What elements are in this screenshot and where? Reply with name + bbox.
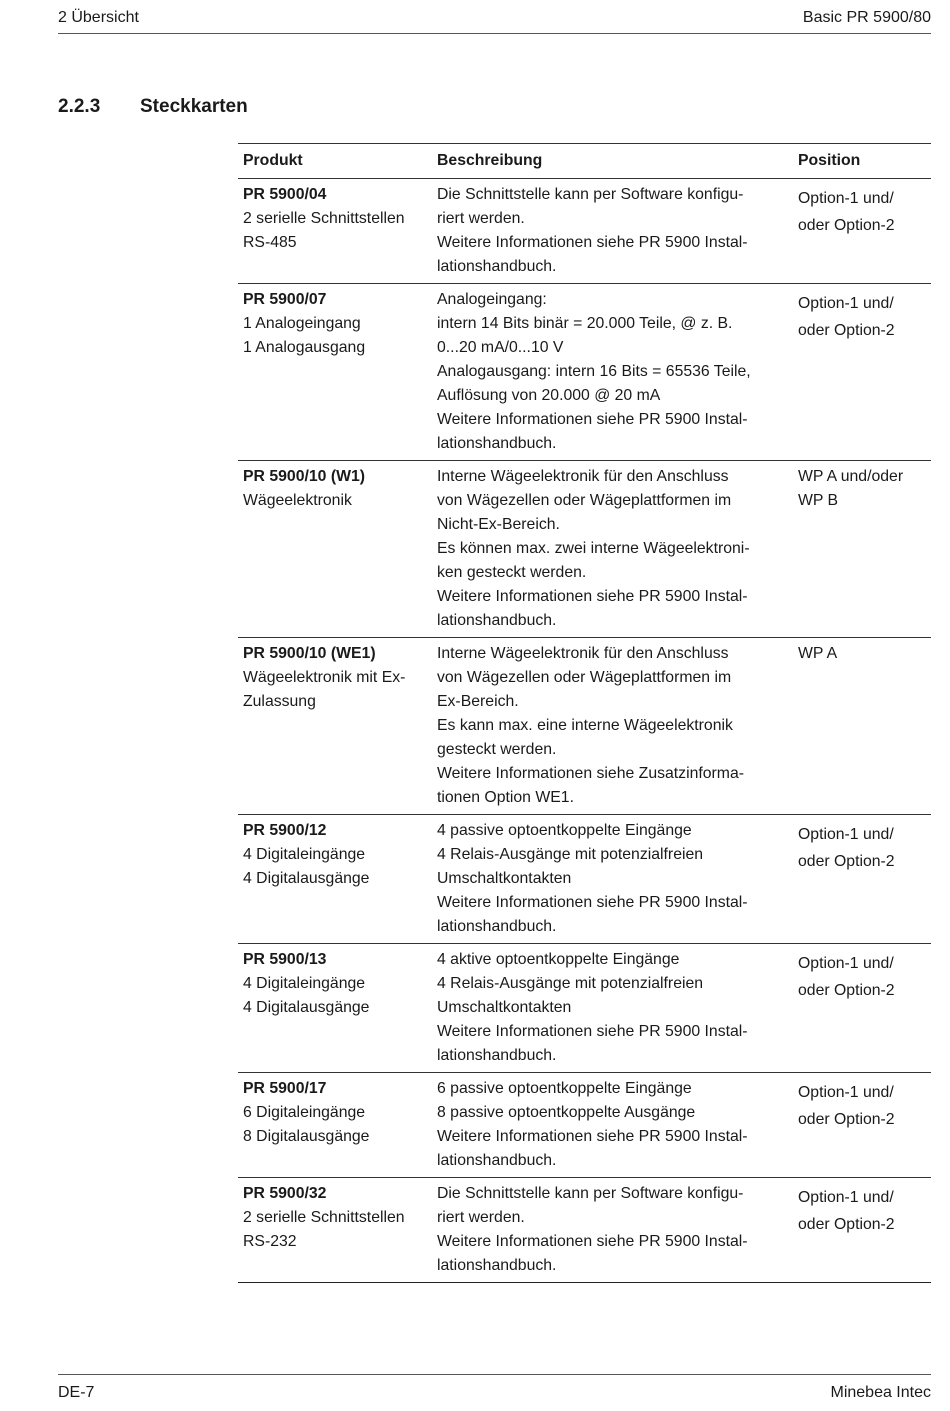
description-line: Weitere Informationen siehe PR 5900 Instal- — [437, 588, 748, 605]
product-detail: 4 Digitalausgänge — [243, 999, 370, 1016]
position-line: WP B — [798, 492, 839, 509]
position-line: Option-1 und/ — [798, 295, 894, 312]
description-line: Umschaltkontakten — [437, 870, 572, 887]
description-line: Umschaltkontakten — [437, 999, 572, 1016]
description-line: Weitere Informationen siehe PR 5900 Instal- — [437, 1128, 748, 1145]
plug-in-cards-table — [238, 143, 931, 1283]
description-line: ken gesteckt werden. — [437, 564, 587, 581]
product-name: PR 5900/13 — [243, 951, 327, 968]
table-row — [238, 179, 931, 284]
description-line: von Wägezellen oder Wägeplattformen im — [437, 492, 732, 509]
description-line: 6 passive optoentkoppelte Eingänge — [437, 1080, 692, 1097]
position-line: Option-1 und/ — [798, 955, 894, 972]
description-line: tionen Option WE1. — [437, 789, 574, 806]
description-line: Weitere Informationen siehe PR 5900 Instal- — [437, 1233, 748, 1250]
section-heading — [58, 95, 248, 119]
product-cell — [238, 638, 432, 815]
description-cell — [432, 1073, 793, 1178]
company-name: Minebea Intec — [830, 1384, 931, 1401]
description-line: lationshandbuch. — [437, 612, 557, 629]
position-line: Option-1 und/ — [798, 826, 894, 843]
description-line: Interne Wägeelektronik für den Anschluss — [437, 645, 729, 662]
position-line: Option-1 und/ — [798, 1084, 894, 1101]
description-line: 4 Relais-Ausgänge mit potenzialfreien — [437, 846, 704, 863]
description-line: Weitere Informationen siehe PR 5900 Instal- — [437, 411, 748, 428]
product-cell — [238, 1073, 432, 1178]
description-cell — [432, 179, 793, 284]
description-line: riert werden. — [437, 1209, 525, 1226]
product-detail: 1 Analogausgang — [243, 339, 366, 356]
description-line: gesteckt werden. — [437, 741, 557, 758]
description-line: lationshandbuch. — [437, 1152, 557, 1169]
description-line: Weitere Informationen siehe PR 5900 Instal- — [437, 894, 748, 911]
product-detail: 1 Analogeingang — [243, 315, 361, 332]
position-line: oder Option-2 — [798, 1216, 895, 1233]
product-name: PR 5900/17 — [243, 1080, 327, 1097]
product-name: PR 5900/07 — [243, 291, 327, 308]
section-number: 2.2.3 — [58, 96, 101, 117]
description-line: Es können max. zwei interne Wägeelektroni- — [437, 540, 750, 557]
position-cell — [793, 815, 931, 944]
running-footer — [58, 1374, 931, 1403]
description-line: Die Schnittstelle kann per Software konfigu- — [437, 1185, 744, 1202]
position-cell — [793, 1073, 931, 1178]
table-row — [238, 815, 931, 944]
product-detail: Wägeelektronik mit Ex- — [243, 669, 406, 686]
description-line: Auflösung von 20.000 @ 20 mA — [437, 387, 661, 404]
column-header-description: Beschreibung — [432, 144, 793, 179]
description-line: Interne Wägeelektronik für den Anschluss — [437, 468, 729, 485]
description-line: Weitere Informationen siehe Zusatzinforma- — [437, 765, 745, 782]
position-line: oder Option-2 — [798, 853, 895, 870]
table-body — [238, 179, 931, 1283]
section-title: Steckkarten — [140, 96, 248, 117]
position-cell — [793, 1178, 931, 1283]
position-line: oder Option-2 — [798, 217, 895, 234]
position-cell — [793, 461, 931, 638]
product-detail: 2 serielle Schnittstellen — [243, 210, 405, 227]
page-number: DE-7 — [58, 1384, 95, 1401]
product-detail: Zulassung — [243, 693, 316, 710]
description-line: lationshandbuch. — [437, 918, 557, 935]
column-header-position: Position — [793, 144, 931, 179]
chapter-title: 2 Übersicht — [58, 9, 139, 26]
product-detail: 4 Digitaleingänge — [243, 975, 366, 992]
description-cell — [432, 944, 793, 1073]
product-detail: Wägeelektronik — [243, 492, 352, 509]
position-line: Option-1 und/ — [798, 190, 894, 207]
description-line: 0...20 mA/0...10 V — [437, 339, 564, 356]
description-line: 4 Relais-Ausgänge mit potenzialfreien — [437, 975, 704, 992]
description-cell — [432, 461, 793, 638]
description-line: lationshandbuch. — [437, 435, 557, 452]
product-detail: 4 Digitaleingänge — [243, 846, 366, 863]
description-line: Weitere Informationen siehe PR 5900 Instal- — [437, 234, 748, 251]
position-line: oder Option-2 — [798, 1111, 895, 1128]
description-line: von Wägezellen oder Wägeplattformen im — [437, 669, 732, 686]
description-line: 4 aktive optoentkoppelte Eingänge — [437, 951, 680, 968]
description-cell — [432, 638, 793, 815]
product-detail: 2 serielle Schnittstellen — [243, 1209, 405, 1226]
description-line: lationshandbuch. — [437, 1047, 557, 1064]
description-line: Analogeingang: — [437, 291, 547, 308]
position-line: oder Option-2 — [798, 322, 895, 339]
product-detail: 8 Digitalausgänge — [243, 1128, 370, 1145]
running-header — [58, 6, 931, 34]
column-header-product: Produkt — [238, 144, 432, 179]
table-header-row — [238, 144, 931, 179]
description-line: Weitere Informationen siehe PR 5900 Instal- — [437, 1023, 748, 1040]
description-cell — [432, 284, 793, 461]
description-line: 8 passive optoentkoppelte Ausgänge — [437, 1104, 696, 1121]
description-line: lationshandbuch. — [437, 258, 557, 275]
description-line: Nicht-Ex-Bereich. — [437, 516, 560, 533]
product-name: PR 5900/10 (W1) — [243, 468, 366, 485]
table-row — [238, 638, 931, 815]
product-cell — [238, 179, 432, 284]
product-cell — [238, 461, 432, 638]
table-row — [238, 944, 931, 1073]
product-cell — [238, 284, 432, 461]
position-cell — [793, 944, 931, 1073]
product-detail: RS-232 — [243, 1233, 297, 1250]
product-cell — [238, 815, 432, 944]
description-line: Analogausgang: intern 16 Bits = 65536 Teile, — [437, 363, 751, 380]
description-cell — [432, 1178, 793, 1283]
description-line: Ex-Bereich. — [437, 693, 519, 710]
position-line: WP A und/oder — [798, 468, 904, 485]
description-line: riert werden. — [437, 210, 525, 227]
position-cell — [793, 284, 931, 461]
position-line: Option-1 und/ — [798, 1189, 894, 1206]
product-cell — [238, 1178, 432, 1283]
product-name: PR 5900/32 — [243, 1185, 327, 1202]
document-title: Basic PR 5900/80 — [802, 9, 931, 26]
description-cell — [432, 815, 793, 944]
table-row — [238, 1178, 931, 1283]
description-line: Die Schnittstelle kann per Software konfigu- — [437, 186, 744, 203]
product-detail: RS-485 — [243, 234, 297, 251]
position-cell — [793, 179, 931, 284]
description-line: Es kann max. eine interne Wägeelektronik — [437, 717, 733, 734]
product-detail: 6 Digitaleingänge — [243, 1104, 366, 1121]
table-row — [238, 1073, 931, 1178]
table-row — [238, 284, 931, 461]
position-cell — [793, 638, 931, 815]
description-line: 4 passive optoentkoppelte Eingänge — [437, 822, 692, 839]
position-line: WP A — [798, 645, 838, 662]
description-line: lationshandbuch. — [437, 1257, 557, 1274]
product-detail: 4 Digitalausgänge — [243, 870, 370, 887]
table-row — [238, 461, 931, 638]
product-name: PR 5900/10 (WE1) — [243, 645, 376, 662]
product-cell — [238, 944, 432, 1073]
product-name: PR 5900/04 — [243, 186, 327, 203]
description-line: intern 14 Bits binär = 20.000 Teile, @ z. B. — [437, 315, 733, 332]
position-line: oder Option-2 — [798, 982, 895, 999]
product-name: PR 5900/12 — [243, 822, 327, 839]
